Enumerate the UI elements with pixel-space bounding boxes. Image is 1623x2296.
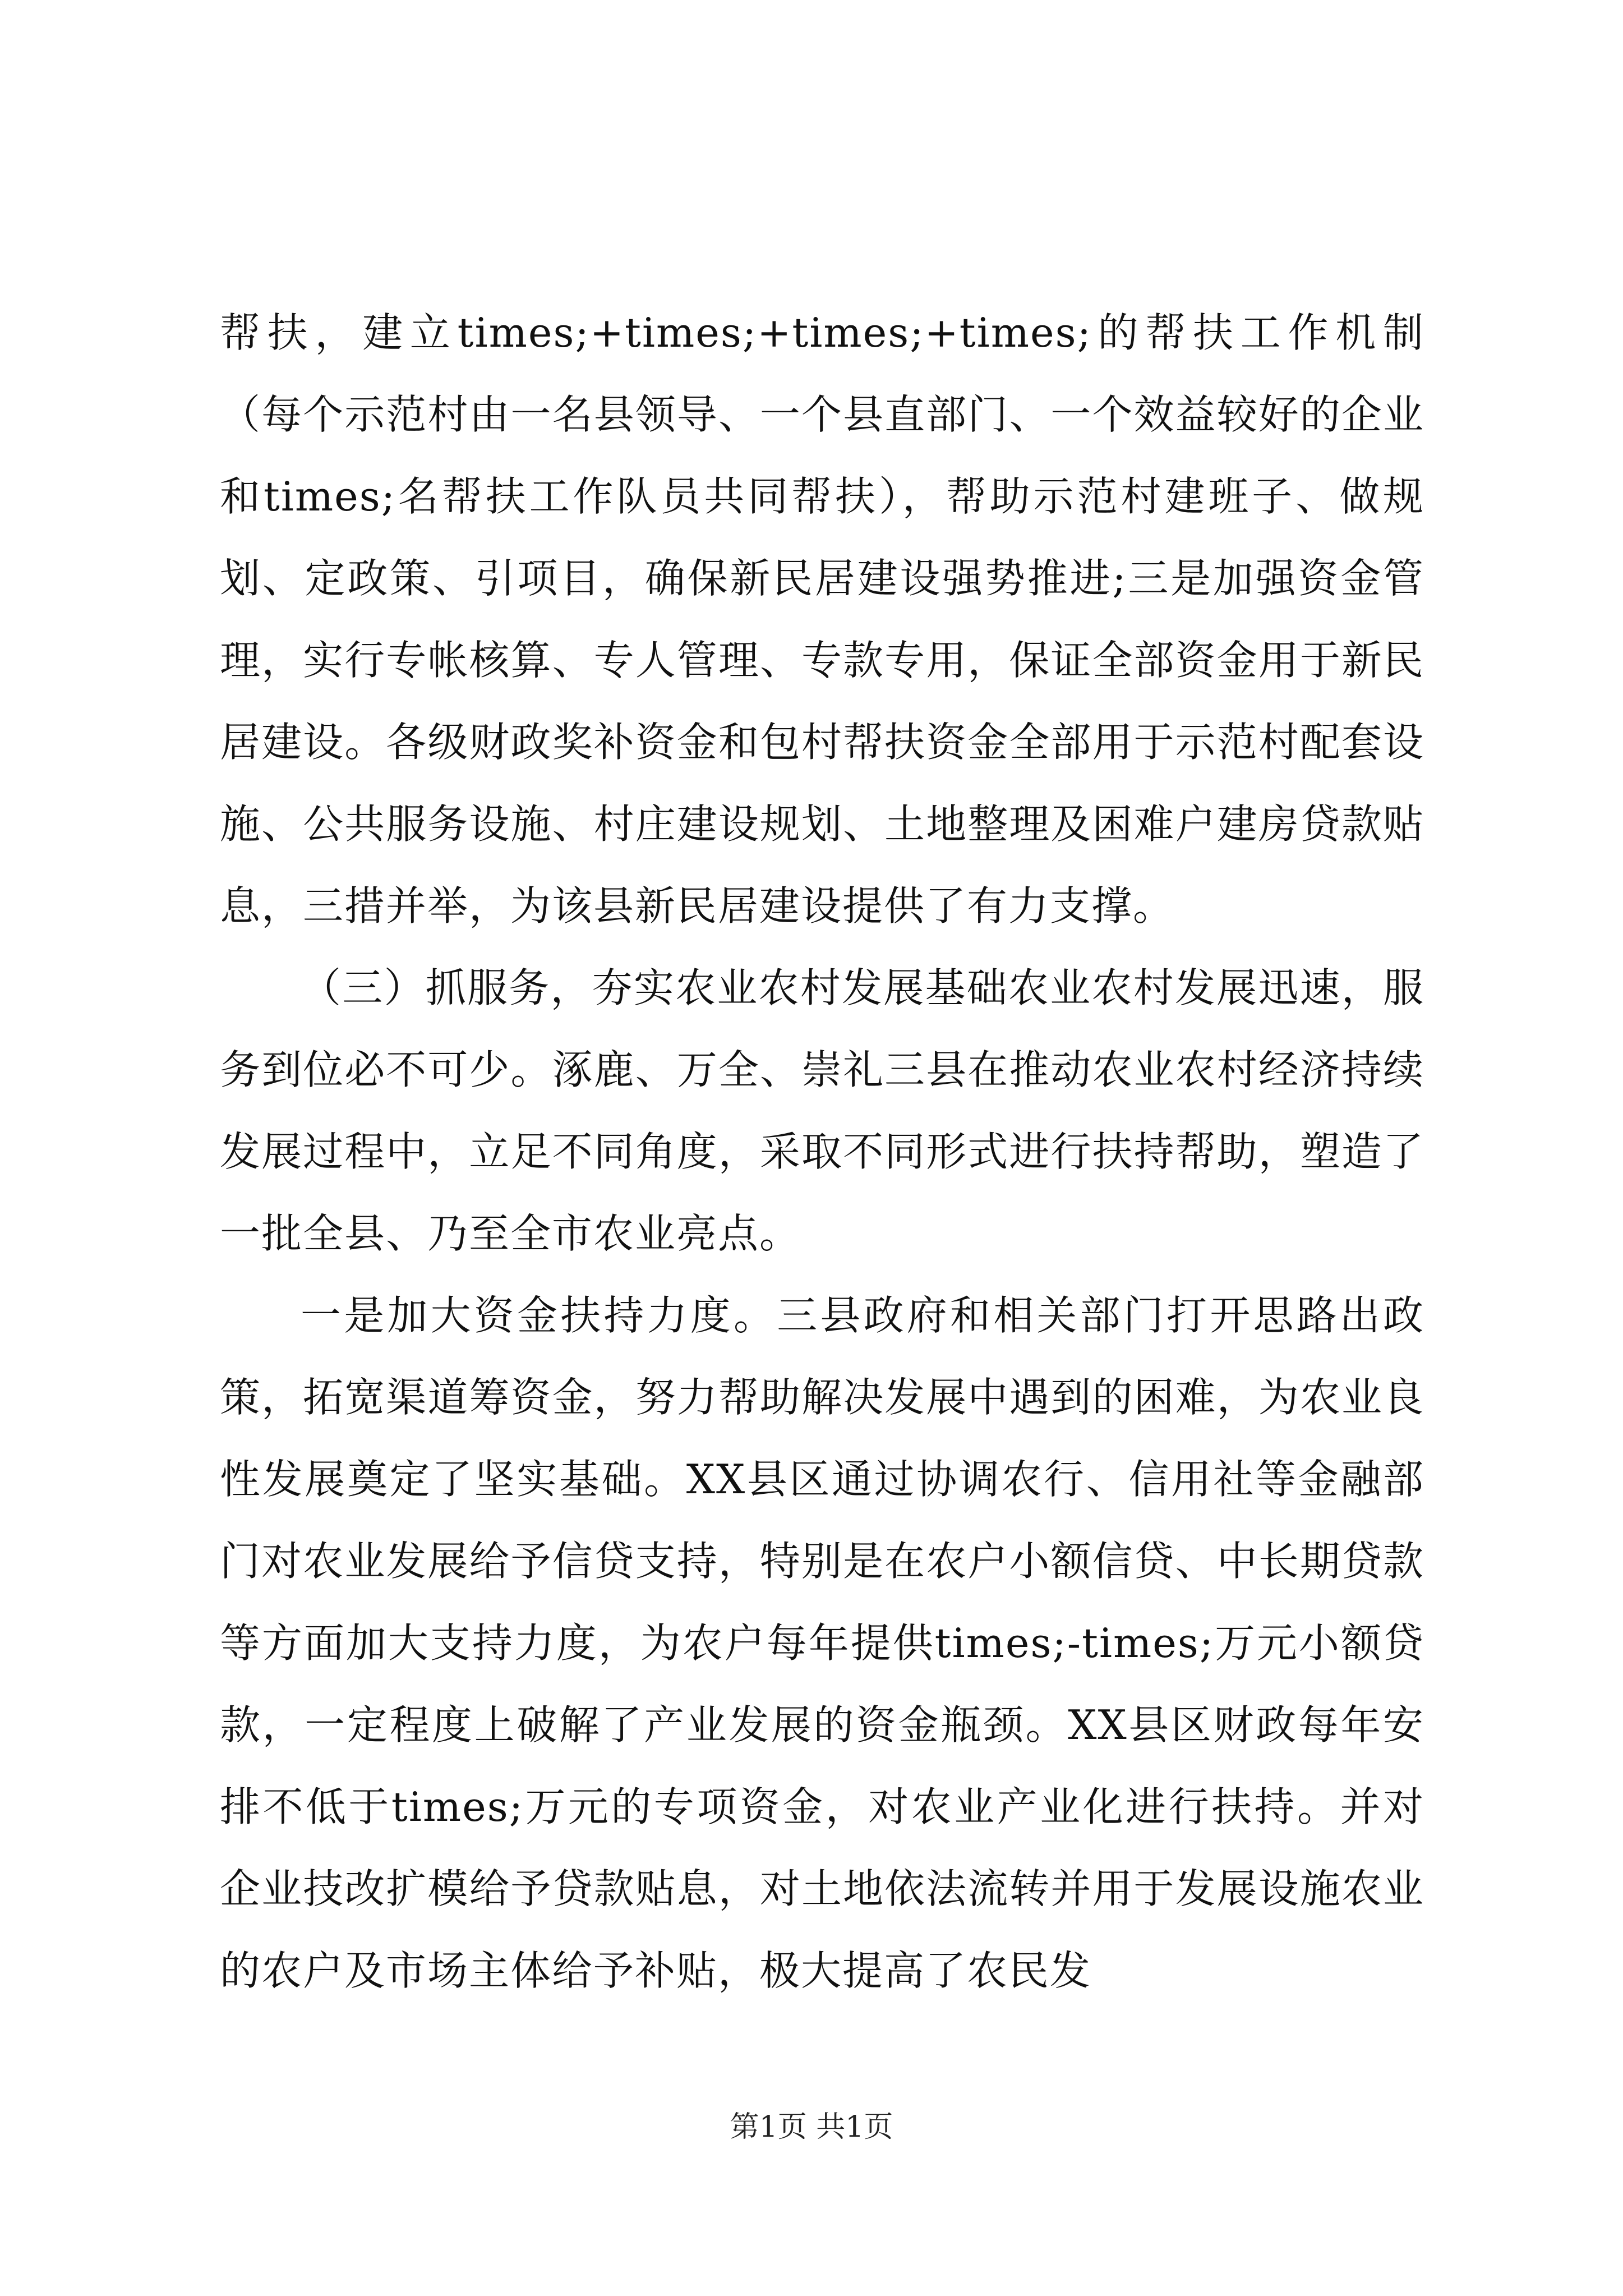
page-footer: 第1页 共1页 <box>730 2110 893 2144</box>
paragraph-2: （三）抓服务，夯实农业农村发展基础农业农村发展迅速，服务到位必不可少。涿鹿、万全、崇礼三县在推动农业农村经济持续发展过程中，立足不同角度，采取不同形式进行扶持帮助，塑造了一批全县、乃至全市农业亮点。 <box>220 964 1424 1257</box>
document-body <box>220 292 1424 2012</box>
paragraph-3: 一是加大资金扶持力度。三县政府和相关部门打开思路出政策，拓宽渠道筹资金，努力帮助解决发展中遇到的困难，为农业良性发展奠定了坚实基础。XX县区通过协调农行、信用社等金融部门对农业发展给予信贷支持，特别是在农户小额信贷、中长期贷款等方面加大支持力度，为农户每年提供times;-times;万元小额贷款，一定程度上破解了产业发展的资金瓶颈。XX县区财政每年安排不低于times;万元的专项资金，对农业产业化进行扶持。并对企业技改扩模给予贷款贴息，对土地依法流转并用于发展设施农业的农户及市场主体给予补贴，极大提高了农民发 <box>220 1292 1424 1994</box>
paragraph-1: 帮扶，建立times;+times;+times;+times;的帮扶工作机制（每个示范村由一名县领导、一个县直部门、一个效益较好的企业和times;名帮扶工作队员共同帮扶），帮助示范村建班子、做规划、定政策、引项目，确保新民居建设强势推进;三是加强资金管理，实行专帐核算、专人管理、专款专用，保证全部资金用于新民居建设。各级财政奖补资金和包村帮扶资金全部用于示范村配套设施、公共服务设施、村庄建设规划、土地整理及困难户建房贷款贴息，三措并举，为该县新民居建设提供了有力支撑。 <box>220 309 1424 930</box>
